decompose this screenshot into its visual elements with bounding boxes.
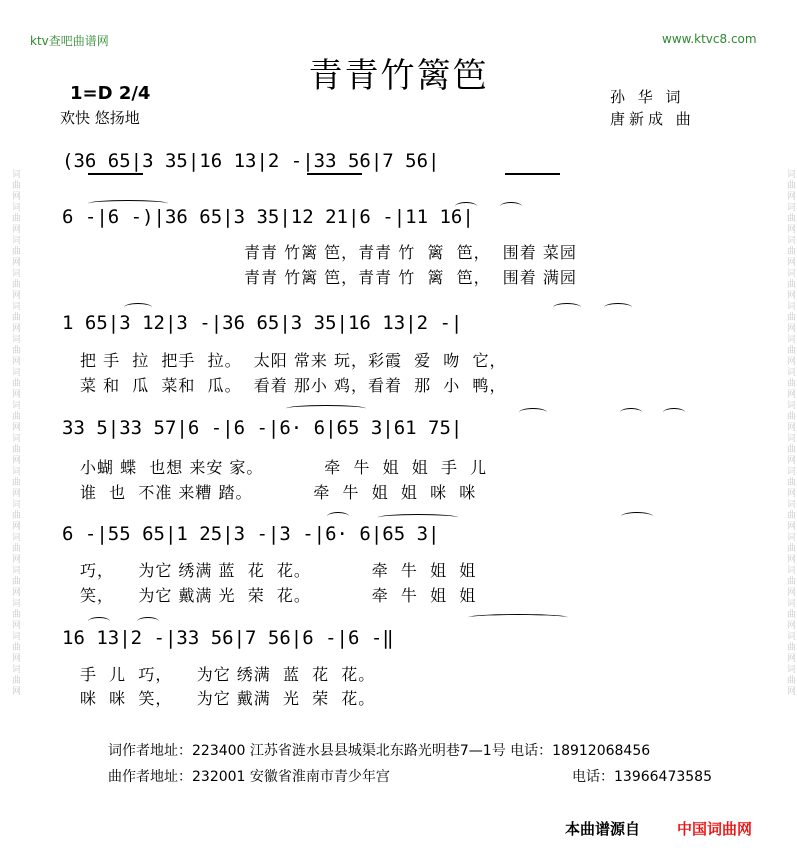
lyrics-line-3-verse-1: 把 手 拉 把手 拉。 太阳 常来 玩，彩霞 爱 吻 它， <box>80 351 507 370</box>
source-label: 本曲谱源自 <box>565 820 641 838</box>
composer-credit: 唐新成 曲 <box>610 110 695 128</box>
lyrics-line-2-verse-1: 青青 竹篱 笆，青青 竹 篱 笆， 围着 菜园 <box>244 243 577 262</box>
tempo-marking: 欢快 悠扬地 <box>60 109 140 127</box>
lyricist-credit: 孙 华 词 <box>610 88 685 106</box>
site-watermark-left: ktv查吧曲谱网 <box>30 34 109 48</box>
composer-phone: 电话：13966473585 <box>572 769 712 785</box>
lyrics-line-6-verse-2: 咪 咪 笑， 为它 戴满 光 荣 花。 <box>80 689 376 708</box>
song-title: 青青竹篱笆 <box>308 56 489 96</box>
lyricist-address: 词作者地址：223400 江苏省涟水县县城渠北东路光明巷7—1号 电话：18912068456 <box>108 743 651 759</box>
score-line-1: (36 65|3 35|16 13|2 -|33 56|7 56| <box>62 150 440 172</box>
lyrics-line-4-verse-2: 谁 也 不准 来糟 踏。 牵 牛 姐 姐 咪 咪 <box>80 483 477 502</box>
source-site-link[interactable]: 中国词曲网 <box>677 820 753 838</box>
score-line-6: 16 13|2 -|33 56|7 56|6 -|6 -‖ <box>62 627 394 649</box>
side-watermark-right: 词曲网词曲网词曲网词曲网词曲网词曲网词曲网词曲网词曲网词曲网词曲网词曲网词曲网词曲网词曲网词曲网 <box>785 168 795 697</box>
score-line-3: 1 65|3 12|3 -|36 65|3 35|16 13|2 -| <box>62 312 463 334</box>
site-watermark-right: www.ktvc8.com <box>662 32 757 46</box>
lyrics-line-2-verse-2: 青青 竹篱 笆，青青 竹 篱 笆， 围着 满园 <box>244 268 577 287</box>
score-line-5: 6 -|55 65|1 25|3 -|3 -|6· 6|65 3| <box>62 523 440 545</box>
composer-address: 曲作者地址：232001 安徽省淮南市青少年宫 <box>108 769 390 785</box>
lyrics-line-5-verse-1: 巧， 为它 绣满 蓝 花 花。 牵 牛 姐 姐 <box>80 561 477 580</box>
lyrics-line-5-verse-2: 笑， 为它 戴满 光 荣 花。 牵 牛 姐 姐 <box>80 586 477 605</box>
lyrics-line-6-verse-1: 手 儿 巧， 为它 绣满 蓝 花 花。 <box>80 665 376 684</box>
lyrics-line-3-verse-2: 菜 和 瓜 菜和 瓜。 看着 那小 鸡，看着 那 小 鸭， <box>80 376 507 395</box>
key-signature: 1=D 2/4 <box>70 83 151 104</box>
side-watermark-left: 词曲网词曲网词曲网词曲网词曲网词曲网词曲网词曲网词曲网词曲网词曲网词曲网词曲网词曲网词曲网词曲网 <box>10 168 20 697</box>
score-line-4: 33 5|33 57|6 -|6 -|6· 6|65 3|61 75| <box>62 417 463 439</box>
lyrics-line-4-verse-1: 小蝴 蝶 也想 来安 家。 牵 牛 姐 姐 手 儿 <box>80 458 488 477</box>
score-line-2: 6 -|6 -)|36 65|3 35|12 21|6 -|11 16| <box>62 206 474 228</box>
